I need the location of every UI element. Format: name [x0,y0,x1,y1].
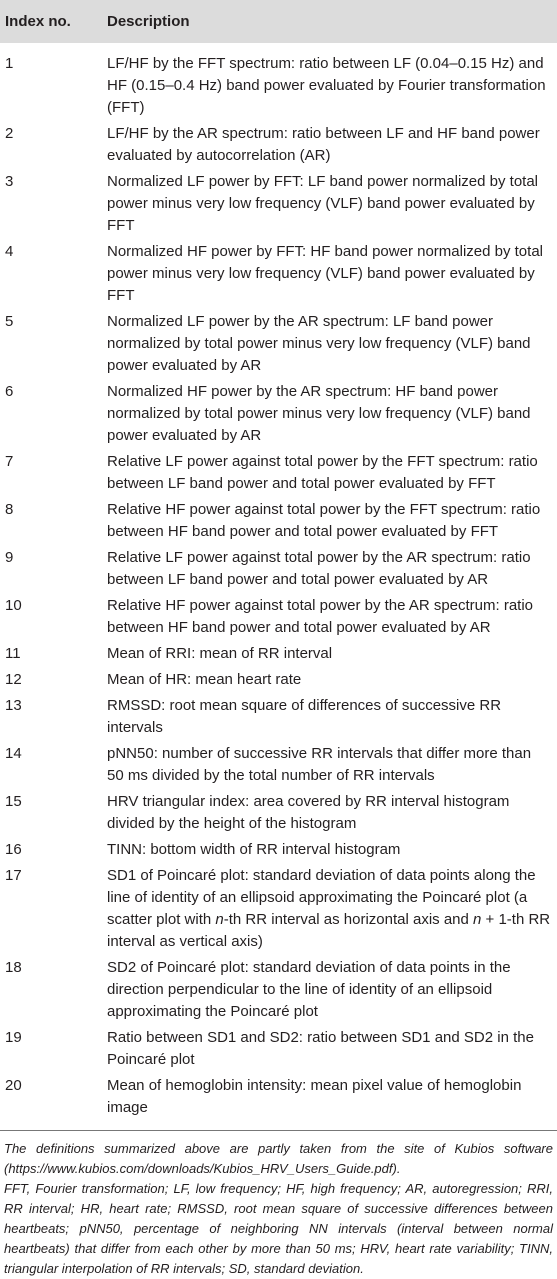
table-row [0,1023,557,1071]
row-description: RMSSD: root mean square of differences of successive RR intervals [107,697,502,736]
row-description: TINN: bottom width of RR interval histogram [107,841,401,858]
table-row [0,591,557,639]
table-row [0,835,557,861]
table-header [0,0,557,43]
row-description: Relative LF power against total power by the AR spectrum: ratio between LF band power and total power evaluated by AR [107,549,531,588]
row-index: 13 [5,697,22,714]
row-index: 14 [5,745,22,762]
table-row [0,495,557,543]
table-row [0,447,557,495]
row-index: 17 [5,867,22,884]
row-description: Relative HF power against total power by the FFT spectrum: ratio between HF band power and total power evaluated by FFT [107,501,541,540]
row-description-part: -th RR interval as horizontal axis and [223,911,474,928]
table-body [0,43,557,1119]
row-description: Normalized HF power by FFT: HF band power normalized by total power minus very low frequency (VLF) band power evaluated by FFT [107,243,543,304]
row-description: Relative HF power against total power by the AR spectrum: ratio between HF band power and total power evaluated by AR [107,597,534,636]
table-row [0,307,557,377]
row-index: 7 [5,453,14,470]
row-index: 3 [5,173,14,190]
row-index: 6 [5,383,14,400]
table-row [0,43,557,119]
row-index: 2 [5,125,14,142]
row-description-part: SD1 of Poincaré plot: standard deviation of data points along the line of identity of an ellipsoid approximating the Poincaré plot (a scatter plot with [107,867,536,928]
row-description-italic: n [473,911,482,928]
row-index: 19 [5,1029,22,1046]
header-description: Description [107,13,190,30]
row-description: pNN50: number of successive RR intervals that differ more than 50 ms divided by the total number of RR intervals [107,745,532,784]
table-row [0,691,557,739]
row-description [107,865,557,953]
row-description-part: + 1-th RR interval as vertical axis) [107,911,551,950]
row-description: HRV triangular index: area covered by RR interval histogram divided by the height of the histogram [107,793,510,832]
row-description: LF/HF by the AR spectrum: ratio between LF and HF band power evaluated by autocorrelation (AR) [107,125,540,164]
row-index: 15 [5,793,22,810]
row-description: Mean of hemoglobin intensity: mean pixel value of hemoglobin image [107,1077,522,1116]
row-index: 12 [5,671,22,688]
table-row [0,861,557,953]
row-index: 5 [5,313,14,330]
row-index: 1 [5,55,14,72]
row-description: Ratio between SD1 and SD2: ratio between SD1 and SD2 in the Poincaré plot [107,1029,534,1068]
table-row [0,377,557,447]
table-row [0,639,557,665]
row-description: Normalized LF power by the AR spectrum: LF band power normalized by total power minus very low frequency (VLF) band power evaluated by AR [107,313,531,374]
table-row [0,167,557,237]
header-index: Index no. [5,13,71,30]
row-description: Normalized LF power by FFT: LF band power normalized by total power minus very low frequency (VLF) band power evaluated by FFT [107,173,539,234]
table-row [0,953,557,1023]
footnote-source: The definitions summarized above are partly taken from the site of Kubios software (https://www.kubios.com/downloads/Kubios_HRV_Users_Guide.pdf). [4,1141,553,1176]
row-description: Normalized HF power by the AR spectrum: HF band power normalized by total power minus very low frequency (VLF) band power evaluated by AR [107,383,531,444]
table-row [0,787,557,835]
row-index: 10 [5,597,22,614]
row-description: SD2 of Poincaré plot: standard deviation of data points in the direction perpendicular to the line of identity of an ellipsoid approximating the Poincaré plot [107,959,511,1020]
table-footnote [0,1131,557,1279]
row-index: 18 [5,959,22,976]
table-row [0,739,557,787]
footnote-abbreviations: FFT, Fourier transformation; LF, low frequency; HF, high frequency; AR, autoregression; RRI, RR interval; HR, heart rate; RMSSD, root mean square of successive differences between heartbeats; pNN50, percentage of neighboring NN intervals (interval between normal heartbeats) that differ from each other by more than 50 ms; HRV, heart rate variability; TINN, triangular interpolation of RR intervals; SD, standard deviation. [4,1181,553,1276]
row-description-italic: n [215,911,224,928]
table-row [0,665,557,691]
row-index: 8 [5,501,14,518]
row-index: 4 [5,243,14,260]
row-description: Mean of RRI: mean of RR interval [107,645,333,662]
row-index: 20 [5,1077,22,1094]
row-description: Mean of HR: mean heart rate [107,671,302,688]
row-index: 16 [5,841,22,858]
row-description: LF/HF by the FFT spectrum: ratio between LF (0.04–0.15 Hz) and HF (0.15–0.4 Hz) band power evaluated by Fourier transformation (FFT) [107,55,546,116]
table-row [0,543,557,591]
table-row [0,237,557,307]
row-index: 11 [5,645,21,662]
row-index: 9 [5,549,14,566]
row-description: Relative LF power against total power by the FFT spectrum: ratio between LF band power and total power evaluated by FFT [107,453,538,492]
table-row [0,119,557,167]
table-row [0,1071,557,1119]
